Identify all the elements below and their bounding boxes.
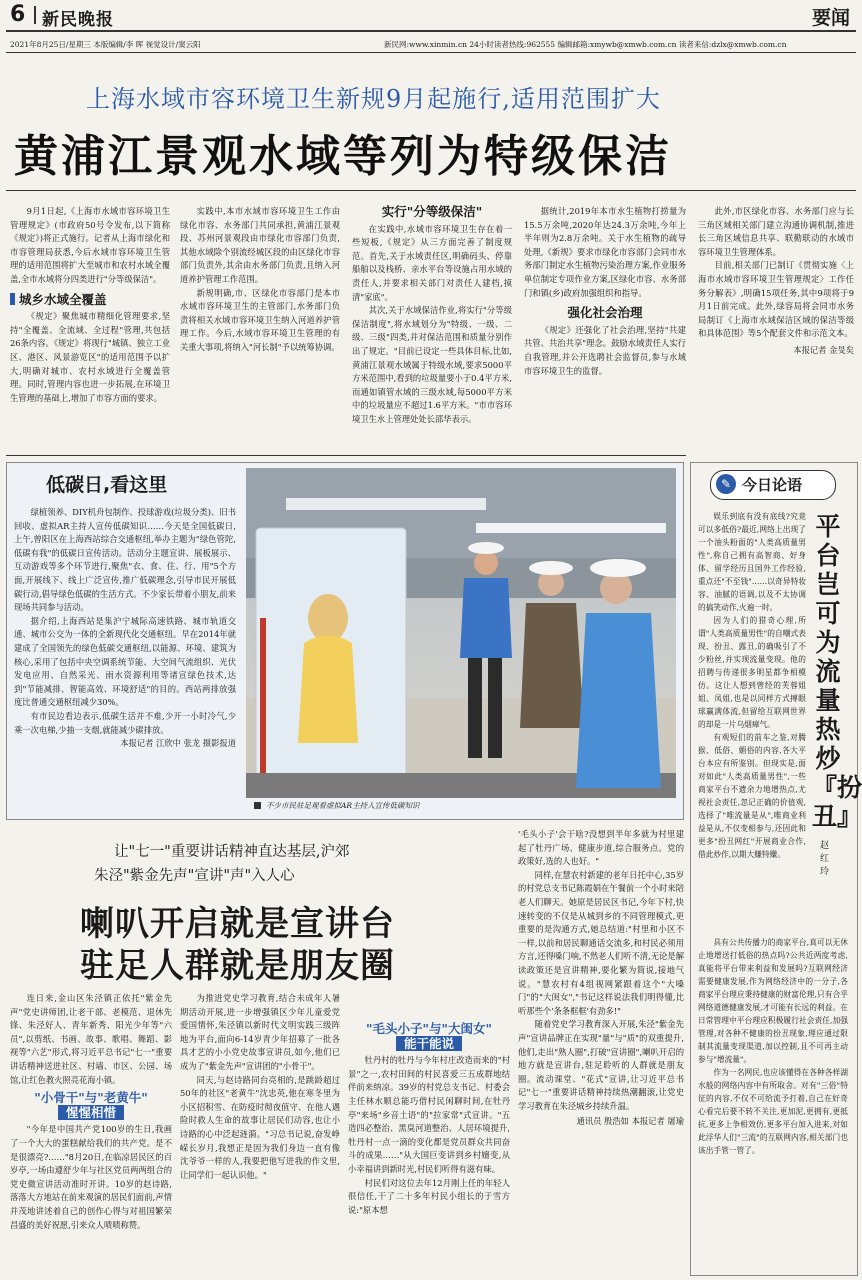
paragraph: 同样,在慧农村新建的老年日托中心,35岁的村党总支书记陈霞娟在午餐前一个小时来陪老人们聊天。她原是居民区书记,今年下村,快速转变的不仅是从城到乡的不同管理模式,更重要的是沟通方式,她总结道:"村里和小区不一样,以前和居民聊通话交流多,和村民必须用方言,还得嗓门响,不然老人们听不清,无论是解读政策还是宣讲精神,要化繁为简说,接地气说。"慧农村有4组视网紧跟着这个"大嗓门"的"大闺女","书记这样说法我们明得懂,比听那些个'条条框框'有劲多!" [518, 869, 684, 1016]
feature-subtitle-2: 朱泾"紫金先声"宣讲"声"入人心 [94, 868, 295, 884]
feature-title-1: 喇叭开启就是宣讲台 [80, 904, 395, 944]
header-contact: 新民网:www.xinmin.cn 24小时读者热线:962555 编辑邮箱:xmywb@xmwb.com.cn 读者来信:dzlx@xmwb.com.cn [384, 40, 787, 49]
paragraph: 同天,与赵诗路同台亮相的,是跳龄超过50年的社区"老黄牛"沈忠英,他在寒冬里为小区招积雪、在防疫时彻夜值守、在他人遇险时救人生命的故事让居民们动容,也让小诗路的心中泛起涟漪。"习总书记说,奋发峥嵘长岁月,我想正是因为我们身边一直有像沈爷爷一样的人,我要把他写进我的作文里,让同学们一起认识他。" [180, 1074, 340, 1180]
lead-title: 黄浦江景观水域等列为特级保洁 [14, 131, 672, 182]
header-rule-thin [6, 52, 856, 53]
section-name: 要闻 [811, 7, 850, 29]
byline: 通讯员 殷浩如 本报记者 屠瑜 [576, 1116, 684, 1127]
photo-caption: 不少市民驻足观看虚拟AR主持人宣传低碳知识 [266, 801, 420, 810]
paragraph: 有观短们的前车之鉴,对腾猴、低俗、媚俗的内容,各大平台本应有所鉴别。但现实是,面对如此"人类高质量男性",一些商家平台不遗余力地增热点,尤视社会责任,忽记正确的价值观,选择了"唯流量是从",唯商业利益是从,不仅变相参与,还因此和更多"扮丑网红"开展商业合作,借此炒作,以期大赚特赚。 [698, 733, 806, 859]
paragraph: 据介绍,上海西站是集沪宁城际高速铁路、城市轨道交通、城市公交为一体的全新现代化交通枢纽。早在2014年就建成了全国领先的绿色低碳交通枢纽,以能源、环境、建筑为核心,采用了包括中央空调系统节能、大空间气流组织、光伏发电应用、自然采光、雨水资源利用等诸宣绿色技术,达到"节能减排、智能高效、环境舒适"的目的。西站两排放强度比普通交通枢纽减少30%。 [14, 615, 236, 708]
header-info: 2021年8月25日/星期三 本版编辑/李 晖 视觉设计/窦云阳 [10, 40, 201, 49]
paragraph: '毛头小子'会干啥?没想到半年多就为村里建起了牡丹广场、健康步道,综合服务点。党的政策好,选的人也好。" [518, 829, 684, 867]
lowcarbon-title: 低碳日,看这里 [46, 474, 168, 496]
paragraph: 《规定》还强化了社会治理,坚持"共建共管、共治共享"理念。鼓励水域责任人实行自我管理,并公开选聘社会监督员,参与水域市容环境卫生的监督。 [524, 324, 686, 376]
commentary-text-top [698, 510, 806, 930]
paragraph: "今年是中国共产党100岁的生日,我画了一个大大的蛋糕献给我们的共产党。是不是很漂亮?……"8月20日,在临凉居民区的百岁亭,一场由遵舒少年与社区党员两两组合的党史微宣讲活动准时开讲。10岁的赵诗路,落落大方地站在前来观演的居民们面前,声情并茂地讲述着自己的创作心得与对祖国繁荣昌盛的美好祝愿,引来众人啧啧称赞。 [10, 1124, 172, 1230]
station-photo [246, 468, 676, 798]
paragraph: 9月1日起,《上海市水域市容环境卫生管理规定》(市政府50号令发布,以下简称《规定》)将正式施行。记者从上海市绿化和市容管理局获悉,今后水域市容环境卫生管理的适用范围将扩大至城市和农村水域全覆盖,全市水域将分四类进行"分等级保洁"。 [10, 206, 170, 284]
paragraph: 具有公共传播力的商家平台,真可以无休止地增送打低俗的热点吗?公共近两度考虑,真能将平台带来利益和发展吗?互联网经济需要健康发展,作为网络经济中的一分子,各商家平台理应秉持健康的财富伦理,只有合乎网络道德健康发展,才可能有长远的利益。在日常管理中平台理应积极履行社会责任,加强管理,对各种不健康的扮丑现象,理应通过限制其流量变现渠道,加以控制,且不可再主动参与"增流量"。 [698, 938, 848, 1064]
lowcarbon-text [14, 506, 236, 812]
page-number: 6 [10, 2, 26, 27]
commentary-author: 赵红玲 [820, 841, 830, 877]
section-heading: "毛头小子"与"大闺女" [365, 1021, 493, 1036]
paragraph: 为推进党史学习教育,结合未成年人暑期活动开展,进一步增强镇区少年儿童爱党爱国情怀,朱泾镇以新时代文明实践三级阵地为平台,面向6-14岁青少年招募了一批各具才艺的小小党史故事宣讲员,如今,他们已成为了"紫金先声"宣讲团的"小骨干"。 [180, 993, 340, 1071]
paragraph: 《规定》聚焦城市精细化管理要求,坚持"全覆盖、全流域、全过程"管理,共包括26条内容。《规定》将现行"城镇、独立工业区、港区、风景游览区"的适用范围予以扩大,明确对城市、农村水域进行全覆盖管理。同时,管理内容也进一步拓展,在环境卫生管理的基础上,增加了市容方面的要求。 [10, 311, 170, 403]
paper-name: 新民晚报 [42, 10, 114, 30]
feature-column-2 [180, 992, 340, 1276]
paragraph: 作为一名网民,也应该懂得在各种各样湖水般的网络内容中有所取舍。对有"三俗"特征的内容,不仅不可给流予打着,自己在好奇心看完后要不转不关注,更加泥,更拥有,更抵抗,更多上争相效仿,更多平台加入进来,对如此浮华人们"三流"的互联网内容,相关部门也该出手管一管了。 [698, 1068, 848, 1155]
lead-column-1 [10, 205, 170, 450]
feature-column-1 [10, 992, 172, 1276]
paragraph: 娱乐到底有没有底线?究竟可以多低俗?最近,网络上出现了一个油头粉面的"人类高质量男性",称自己拥有高智商、好身体、留学经历且国外工作经验,重点还"不至钱"……以奇异特妆容、油腻的语调,以及不太协调的搞笑动作,火遍一时。 [698, 512, 806, 612]
lead-subtitle: 上海水域市容环境卫生新规9月起施行,适用范围扩大 [86, 85, 661, 113]
section-heading: 实行"分等级保洁" [381, 205, 483, 219]
lead-bottom-rule [6, 455, 686, 456]
paragraph: 连日来,金山区朱泾镇正依托"紫金先声"党史讲师团,让老干部、老模范、退休先锋、朱泾好人、青年新秀、阳光少年等"六员",以剪纸、书画、故事、歌唱、舞蹈、影视等"六艺"形式,将习近平总书记"七一"重要讲话精神送进社区、村墙、市区、公园、场馆,让红色教火照亮花海小镇。 [10, 993, 172, 1085]
lead-rule [6, 190, 856, 191]
commentary-text-bottom [698, 936, 848, 1270]
paragraph: 绿植领养、DIY机舟包制作、投球游戏(垃圾分类)、旧书回收、虚拟AR主持人宣传低碳知识……今天是全国低碳日,上午,曾阳区在上海西站综合交通枢纽,举办主题为"绿色管陀,低碳有我"的低碳日宣传活动。活动分主题宣讲、展板展示、互动游戏等多个环节进行,聚焦"衣、食、住、行、用"5个方面,开展线下、线上广泛宣传,推广低碳理念,引导市民开展低碳行动,倡导绿色低碳的生活方式。不少家长带着小朋友,前来现场共同参与活动。 [14, 507, 236, 613]
section-heading: 城乡水域全覆盖 [10, 293, 170, 307]
paragraph: 因为人们的猎奇心理,所谓"人类高质量男性"的自嘲式表现、扮丑、露丑,的确吸引了不少粉丝,并实现流量变现。他的招聘与传递很多明星都争相模仿。这让人想到曾经的芙蓉姐姐、凤姐,也是以同样方式搏眼球赢满体流,但留给互联网世界的却是一片乌烟瘴气。 [698, 616, 806, 729]
commentary-logo-text: 今日论语 [742, 476, 803, 494]
feature-column-4 [518, 828, 684, 1276]
byline: 本报记者 金旻矣 [793, 344, 854, 355]
feature-subtitle-1: 让"七一"重要讲话精神直达基层,沪郊 [114, 844, 350, 860]
photo-caption-icon [254, 802, 261, 809]
paragraph: 新规明确,市、区绿化市容部门是本市水域市容环境卫生的主管部门,水务部门负责将相关水域市容环境卫生纳入河道养护管理工作。今后,水域市容环境卫生管理的有关重大事项,将纳入"河长制"予以统筹协调。 [180, 287, 340, 352]
paragraph: 此外,市区绿化市容、水务部门应与长三角区域相关部门建立沟通协调机制,推进长三角区域信息共享、联勤联动的水域市容环境卫生管理体系。 [698, 206, 854, 257]
paragraph: 牡丹村的牡丹与今年村庄改造而来的"村景"之一,农村田间的村民喜爱三五成群地结伴前来纳凉。39岁的村党总支书记、村委会主任林水顺总能巧借村民闲聊时间,在牡丹亭"来场"乡音土语"的"拉家常"式宣讲。"五造四必整治、黑臭河道整治、人居环境提升,牡丹村一点一滴的变化都是党员群众共同奋斗的成果……"从大国巨变讲到乡村嬗变,从小幸福讲到新时光,村民们听得有滋有味。 [348, 1055, 510, 1174]
paragraph: 有市民边看边表示,低碳生活并不难,少开一小时冷气,少乘一次电梯,少抽一支烟,就能减少碳排放。 [14, 710, 236, 735]
paragraph: 在实践中,水域市容环境卫生存在着一些短板,《规定》从三方面完善了制度规范。首先,关于水域责任区,明确码头、停靠船舶以及栈桥、亲水平台等设施占用水域的责任人,并要求相关部门对责任人建档,摸清"家底"。 [352, 223, 512, 302]
pen-icon: ✎ [716, 474, 736, 494]
feature-column-3 [348, 992, 510, 1276]
header-rule [6, 30, 856, 32]
heading-bar-icon [10, 293, 15, 305]
section-heading: 能干能说 [348, 1037, 510, 1051]
byline: 本报记者 江欣中 张龙 摄影报道 [120, 738, 236, 749]
lead-column-5 [698, 205, 854, 450]
feature-title-2: 驻足人群就是朋友圈 [80, 946, 395, 986]
lead-column-2 [180, 205, 340, 450]
lead-column-4 [524, 205, 686, 450]
lead-column-3 [352, 205, 512, 450]
paragraph: 目前,相关部门已制订《贯彻实施〈上海市水域市容环境卫生管理规定〉工作任务分解表》,明确15项任务,其中9项将于9月1日前完成。此外,绿容局将会同市水务局制订《上海市水域保洁区域的保洁等级和具体范围》等5个配套文件和示范文本。 [698, 260, 854, 339]
paragraph: 村民们对这位去年12月刚上任的年轻人很信任,干了二十多年村民小组长的于雪方说:"原本想 [348, 1177, 510, 1215]
paragraph: 随着党史学习教育深入开展,朱泾"紫金先声"宣讲品牌正在实现"量"与"质"的双重提升,他们,走出"熟人圈",打破"宣讲圈",喇叭开启的地方就是宣讲台,驻足聆听的人群就是朋友圈。流动课堂、"花式"宣讲,让习近平总书记"七一"重要讲话精神持续热潮翻滚,让党史学习教育在朱泾城乡持续升温。 [518, 1019, 684, 1111]
commentary-title: 平台岂可为流量热炒『扮丑』 [812, 512, 862, 831]
section-heading: 强化社会治理 [567, 305, 643, 321]
header-divider-icon [34, 6, 36, 24]
paragraph: 据统计,2019年本市水生植物打捞量为15.5万余吨,2020年达24.3万余吨,今年上半年则为2.8万余吨。关于水生植物的疏导处理,《新规》要求市绿化市容部门会同市水务部门制定水生植物污染治理方案,作业服务单位制定专项作业方案,区绿化市容、水务部门和镇(乡)政府加强组织和指导。 [524, 206, 686, 298]
section-heading: "小骨干"与"老黄牛" [34, 1090, 148, 1106]
section-heading: 惺惺相惜 [10, 1106, 172, 1120]
paragraph: 其次,关于水域保洁作业,将实行"分等级保洁制度",将水域划分为"特级、一级、二级、三级"四类,并对保洁范围和质量分别作出了规定。"目前已设定一些具体目标,比如,黄浦江景观水域属于特级水域,要求5000平方米范围中,看到的垃圾量要小于0.4平方米,而通如镇管水域的三级水域,每5000平方米中的垃圾量应不超过1.6平方米。"市市容环境卫生水上管理处处长邵华表示。 [352, 305, 512, 424]
paragraph: 实践中,本市水域市容环境卫生工作由绿化市容、水务部门共同承担,黄浦江景观段、苏州河景观段由市绿化市容部门负责,其他水域除个别流经城区段的由区绿化市容部门负责外,其余由水务部门负责,且纳入河道养护管理工作范围。 [180, 206, 340, 284]
